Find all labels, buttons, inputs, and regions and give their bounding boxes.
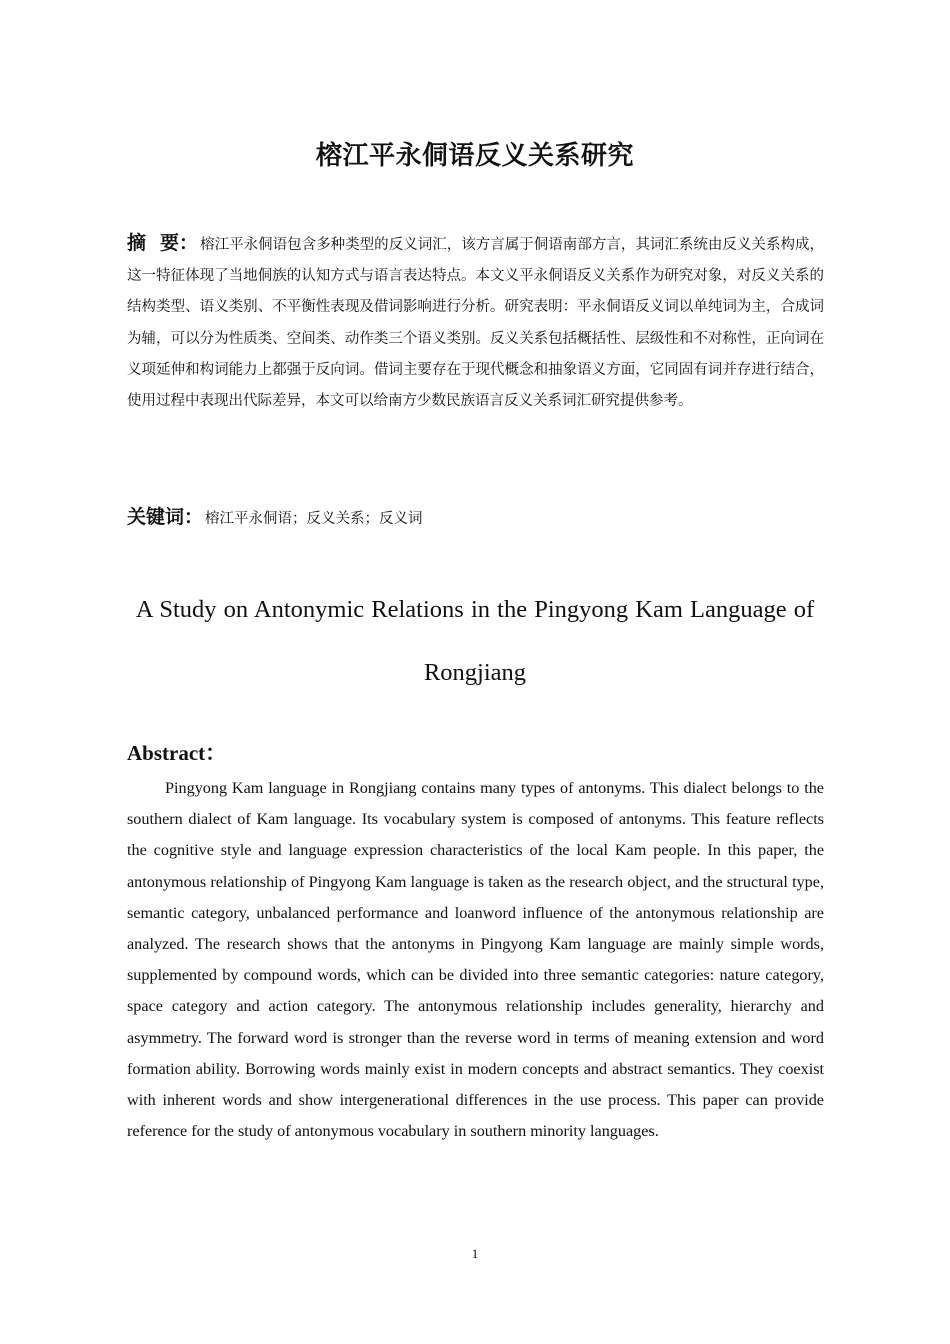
chinese-abstract (127, 228, 824, 417)
keywords-label-text: 关键词 (127, 506, 185, 528)
abstract-label-char-1: 摘 (127, 232, 147, 254)
english-title: A Study on Antonymic Relations in the Pingyong Kam Language of Rongjiang (135, 596, 815, 686)
abstract-label-char-2: 要 (160, 232, 180, 254)
page-number: 1 (471, 1246, 479, 1261)
chinese-keywords (127, 500, 824, 536)
keywords-label (127, 506, 203, 528)
abstract-label-colon: ： (179, 232, 199, 254)
chinese-abstract-label (127, 232, 198, 254)
chinese-abstract-text: 榕江平永侗语包含多种类型的反义词汇，该方言属于侗语南部方言，其词汇系统由反义关系构成，这一特征体现了当地侗族的认知方式与语言表达特点。本文义平永侗语反义关系作为研究对象，对反义关系的结构类型、语义类别、不平衡性表现及借词影响进行分析。研究表明：平永侗语反义词以单纯词为主，合成词为辅，可以分为性质类、空间类、动作类三个语义类别。反义关系包括概括性、层级性和不对称性，正向词在义项延伸和构词能力上都强于反向词。借词主要存在于现代概念和抽象语义方面，它同固有词并存进行结合，使用过程中表现出代际差异，本文可以给南方少数民族语言反义关系词汇研究提供参考。 (127, 237, 824, 410)
english-abstract-text: Pingyong Kam language in Rongjiang contains many types of antonyms. This dialect belongs to the southern dialect of Kam language. Its vocabulary system is composed of antonyms. This feature reflects the cognitive style and language expression characteristics of the local Kam people. In this paper, the antonymous relationship of Pingyong Kam language is taken as the research object, and the structural type, semantic category, unbalanced performance and loanword influence of the antonymous relationship are analyzed. The research shows that the antonyms in Pingyong Kam language are mainly simple words, supplemented by compound words, which can be divided into three semantic categories: nature category, space category and action category. The antonymous relationship includes generality, hierarchy and asymmetry. The forward word is stronger than the reverse word in terms of meaning extension and word formation ability. Borrowing words mainly exist in modern concepts and abstract semantics. They coexist with inherent words and show intergenerational differences in the use process. This paper can provide reference for the study of antonymous vocabulary in southern minority languages. (127, 779, 824, 1141)
english-abstract-label: Abstract： (127, 741, 227, 765)
chinese-title: 榕江平永侗语反义关系研究 (315, 141, 634, 171)
keywords-text: 榕江平永侗语；反义关系；反义词 (205, 511, 423, 527)
keywords-label-colon: ： (184, 506, 204, 528)
